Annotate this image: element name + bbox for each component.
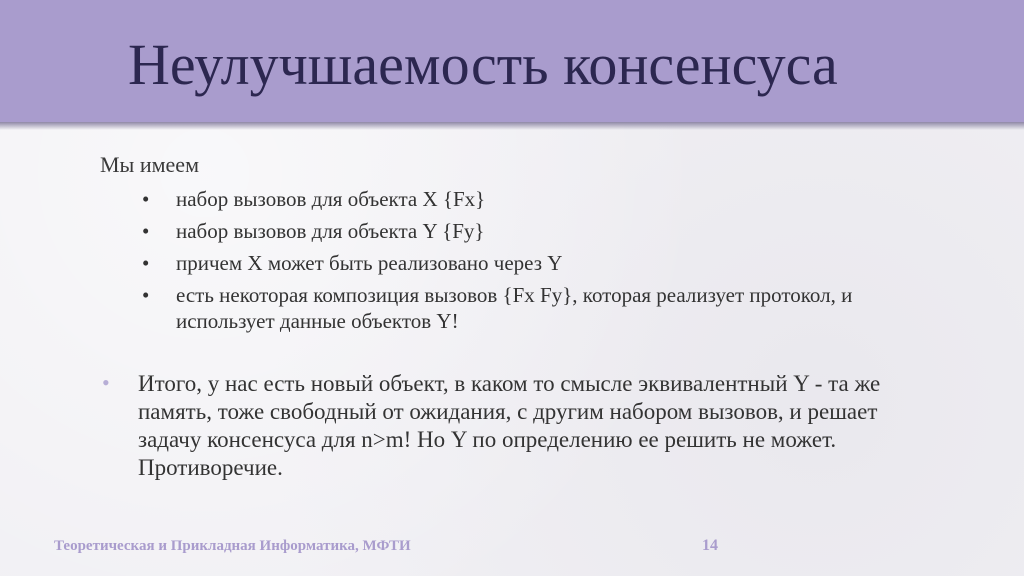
bullet-icon: • <box>142 283 150 307</box>
bullet-icon: • <box>142 251 150 275</box>
footer-text: Теоретическая и Прикладная Информатика, МФТИ <box>54 538 411 554</box>
bullet-icon: • <box>142 187 150 211</box>
sub-bullet-item <box>140 218 900 244</box>
page-number: 14 <box>702 537 718 554</box>
bullet-icon: • <box>102 370 110 395</box>
sub-bullet-item <box>140 282 900 334</box>
lead-text: Мы имеем <box>100 152 199 177</box>
sub-bullet-text: причем X может быть реализовано через Y <box>176 251 563 275</box>
bullet-icon: • <box>142 219 150 243</box>
main-point <box>100 370 940 482</box>
sub-bullet-text: набор вызовов для объекта Y {Fy} <box>176 219 485 243</box>
sub-bullet-text: есть некоторая композиция вызовов {Fx Fy}, которая реализует протокол, и использует данные объектов Y! <box>176 283 853 333</box>
main-point-text: Итого, у нас есть новый объект, в каком то смысле эквивалентный Y - та же память, тоже свободный от ожидания, с другим набором вызовов, и решает задачу консенсуса для n>m! Но Y по определению ее решить не может. Противоречие. <box>138 371 881 480</box>
sub-bullet-text: набор вызовов для объекта X {Fx} <box>176 187 486 211</box>
slide-title: Неулучшаемость консенсуса <box>128 32 838 97</box>
sub-bullet-item <box>140 186 900 212</box>
sub-bullet-list <box>140 186 900 340</box>
sub-bullet-item <box>140 250 900 276</box>
title-band-shadow <box>0 122 1024 130</box>
